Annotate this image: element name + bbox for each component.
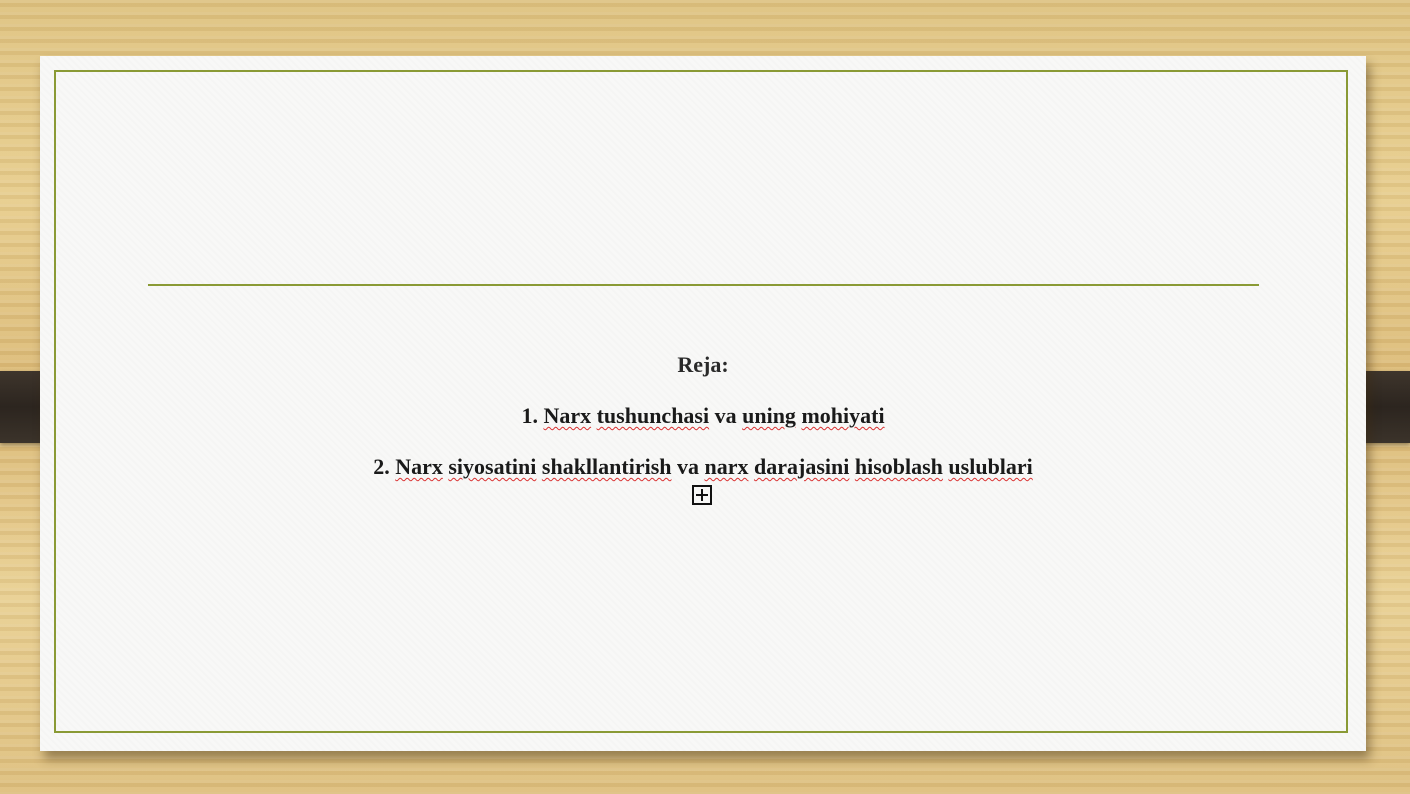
plan-item-word: shakllantirish [541,454,672,479]
plan-item-word: uning [742,403,796,428]
plan-item-number: 1. [521,403,538,428]
plan-heading: Reja: [677,352,729,377]
plan-item-word: siyosatini [448,454,537,479]
title-underline [148,284,1259,286]
plan-item-word: narx [704,454,749,479]
plan-item-word: hisoblash [854,454,943,479]
content-placeholder[interactable] [40,348,1366,484]
plan-item-word: uslublari [948,454,1033,479]
plan-item-1 [40,399,1366,433]
plan-item-word: Narx [543,403,592,428]
plan-item-word: darajasini [754,454,850,479]
plan-item-word: mohiyati [801,403,885,428]
slide-canvas[interactable] [40,56,1366,751]
plan-item-word: Narx [395,454,443,479]
plan-item-word: tushunchasi [596,403,710,428]
plan-item-2 [40,450,1366,484]
plan-item-number: 2. [373,454,390,479]
plus-square-icon[interactable] [692,485,712,505]
plan-item-word: va [714,403,737,428]
plan-item-word: va [677,454,699,479]
